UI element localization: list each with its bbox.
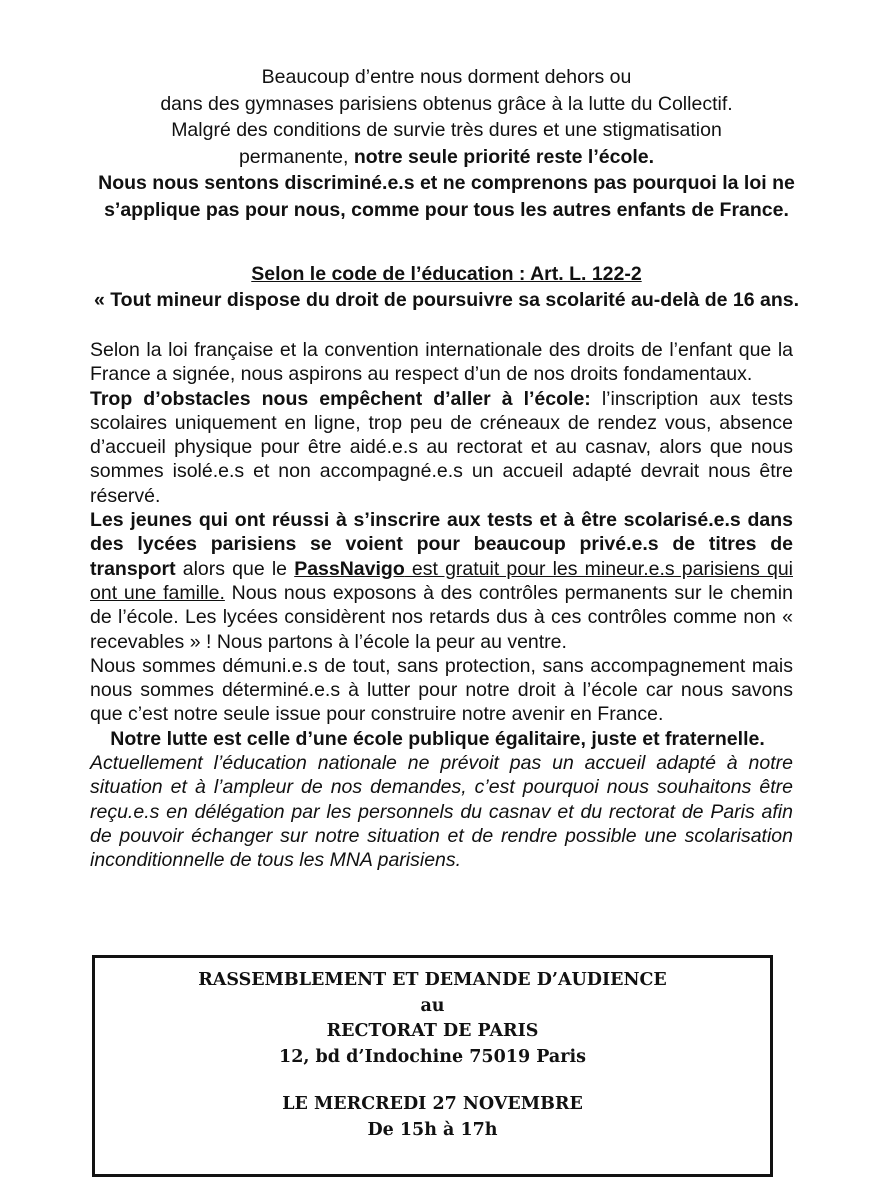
discrimination-statement: Nous nous sentons discriminé.e.s et ne comprenons pas pourquoi la loi ne s’applique pas pour nous, comme pour tous les autres enfants de France. — [98, 172, 795, 221]
priority-statement: notre seule priorité reste l’école. — [353, 145, 655, 168]
paragraph-request: Actuellement l’éducation nationale ne prévoit pas un accueil adapté à notre situation et à l’ampleur de nos demandes, c’est pourquoi nous souhaitons être reçu.e.s en délégation par les personnels du casnav et du rectorat de Paris afin de pouvoir échanger sur notre situation et de rendre possible une scolarisation inconditionnelle de tous les MNA parisiens. — [90, 752, 793, 872]
obstacles-text: l’inscription aux tests scolaires uniquement en ligne, trop peu de créneaux de rendez vous, absence d’accueil physique pour être aidé.e.s au rectorat et au casnav, alors que nous sommes isolé.e.s et non accompagné.e.s un accueil adapté devrait nous être réservé. — [90, 387, 793, 507]
intro-line-4 — [60, 144, 833, 171]
event-date: LE MERCREDI 27 NOVEMBRE — [282, 1094, 583, 1114]
intro-line-3: Malgré des conditions de survie très dures et une stigmatisation — [171, 119, 722, 141]
paragraph-obstacles — [90, 387, 793, 508]
event-venue: RECTORAT DE PARIS — [326, 1021, 539, 1041]
intro-line-4-normal: permanente, — [238, 145, 354, 168]
event-address: 12, bd d’Indochine 75019 Paris — [279, 1046, 586, 1067]
law-reference: Selon le code de l’éducation : Art. L. 122-2 — [251, 263, 642, 285]
passnavigo-term: PassNavigo — [294, 557, 405, 580]
intro-line-1: Beaucoup d’entre nous dorment dehors ou — [261, 66, 632, 88]
transport-mid: alors que le — [175, 557, 295, 580]
passnavigo-free-note: est gratuit pour les mineur.e.s parisiens qui ont une famille. — [90, 557, 793, 604]
intro-block — [60, 64, 833, 223]
paragraph-transport — [90, 508, 793, 654]
body-text — [90, 338, 793, 873]
paragraph-determination: Nous sommes démuni.e.s de tout, sans protection, sans accompagnement mais nous sommes déterminé.e.s à lutter pour notre droit à l’école car nous savons que c’est notre seule issue pour construire notre avenir en France. — [90, 654, 793, 726]
transport-text: Nous nous exposons à des contrôles permanents sur le chemin de l’école. Les lycées considèrent nos retards dus à ces contrôles comme non « recevables » ! Nous partons à l’école la peur au ventre. — [90, 581, 793, 653]
event-box — [92, 955, 773, 1177]
obstacles-heading: Trop d’obstacles nous empêchent d’aller à l’école: — [90, 387, 591, 410]
paragraph-rights: Selon la loi française et la convention internationale des droits de l’enfant que la France a signée, nous aspirons au respect d’un de nos droits fondamentaux. — [90, 339, 793, 386]
law-quote: « Tout mineur dispose du droit de poursuivre sa scolarité au-delà de 16 ans. — [93, 289, 800, 311]
struggle-statement: Notre lutte est celle d’une école publique égalitaire, juste et fraternelle. — [110, 727, 765, 750]
event-time: De 15h à 17h — [367, 1119, 498, 1140]
event-title: RASSEMBLEMENT ET DEMANDE D’AUDIENCE — [198, 970, 667, 990]
intro-line-2: dans des gymnases parisiens obtenus grâce à la lutte du Collectif. — [160, 92, 733, 115]
transport-heading: Les jeunes qui ont réussi à s’inscrire aux tests et à être scolarisé.e.s dans des lycées parisiens se voient pour beaucoup privé.e.s de titres de transport — [90, 509, 793, 580]
event-spacer — [95, 1070, 770, 1092]
law-citation — [60, 261, 833, 313]
event-preposition: au — [420, 995, 445, 1016]
